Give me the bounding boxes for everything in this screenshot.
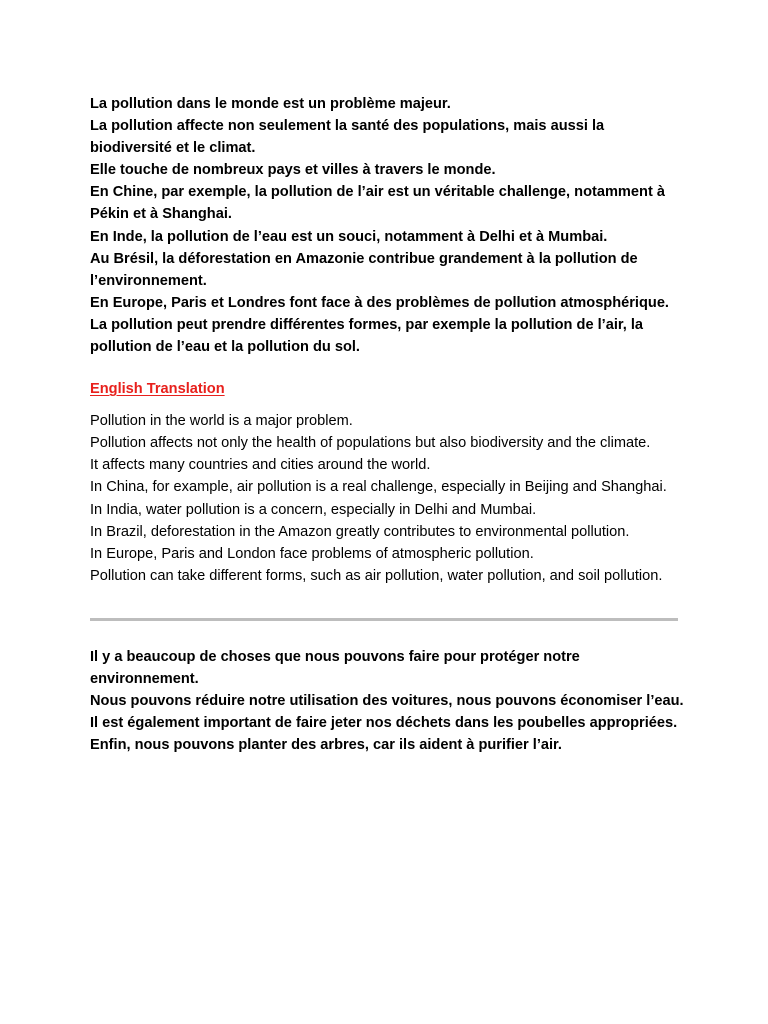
french-sentence: Nous pouvons réduire notre utilisation des voitures, nous pouvons économiser l’eau.: [90, 693, 684, 710]
english-sentence: In India, water pollution is a concern, especially in Delhi and Mumbai.: [90, 501, 537, 518]
french-intro-paragraph: [90, 93, 690, 358]
horizontal-divider: [90, 618, 678, 621]
english-sentence: Pollution in the world is a major problem.: [90, 413, 353, 430]
french-actions-paragraph: [90, 646, 690, 756]
french-sentence: En Europe, Paris et Londres font face à des problèmes de pollution atmosphérique.: [90, 294, 669, 311]
french-sentence: Elle touche de nombreux pays et villes à travers le monde.: [90, 162, 496, 179]
french-sentence: En Inde, la pollution de l’eau est un souci, notamment à Delhi et à Mumbai.: [90, 228, 608, 245]
english-translation-paragraph: [90, 410, 690, 587]
french-sentence: La pollution peut prendre différentes formes, par exemple la pollution de l’air, la pollution de l’eau et la pollution du sol.: [90, 316, 644, 356]
document-page: [90, 93, 690, 756]
french-sentence: Au Brésil, la déforestation en Amazonie contribue grandement à la pollution de l’environnement.: [90, 250, 638, 289]
english-sentence: In Brazil, deforestation in the Amazon greatly contributes to environmental pollution.: [90, 523, 630, 540]
english-sentence: It affects many countries and cities around the world.: [90, 457, 431, 474]
french-sentence: Il y a beaucoup de choses que nous pouvons faire pour protéger notre environnement.: [90, 648, 580, 687]
translation-heading: English Translation: [90, 381, 225, 398]
french-sentence: Il est également important de faire jeter nos déchets dans les poubelles appropriées.: [90, 715, 678, 732]
french-sentence: La pollution dans le monde est un problème majeur.: [90, 96, 451, 112]
english-sentence: In Europe, Paris and London face problems of atmospheric pollution.: [90, 545, 534, 562]
french-sentence: En Chine, par exemple, la pollution de l’air est un véritable challenge, notamment à Pékin et à Shanghai.: [90, 184, 665, 223]
french-sentence: La pollution affecte non seulement la santé des populations, mais aussi la biodiversité et le climat.: [90, 118, 605, 157]
english-sentence: Pollution can take different forms, such as air pollution, water pollution, and soil pollution.: [90, 567, 663, 584]
english-sentence: Pollution affects not only the health of populations but also biodiversity and the climate.: [90, 435, 651, 452]
french-sentence: Enfin, nous pouvons planter des arbres, car ils aident à purifier l’air.: [90, 737, 562, 754]
english-sentence: In China, for example, air pollution is a real challenge, especially in Beijing and Shanghai.: [90, 479, 667, 496]
